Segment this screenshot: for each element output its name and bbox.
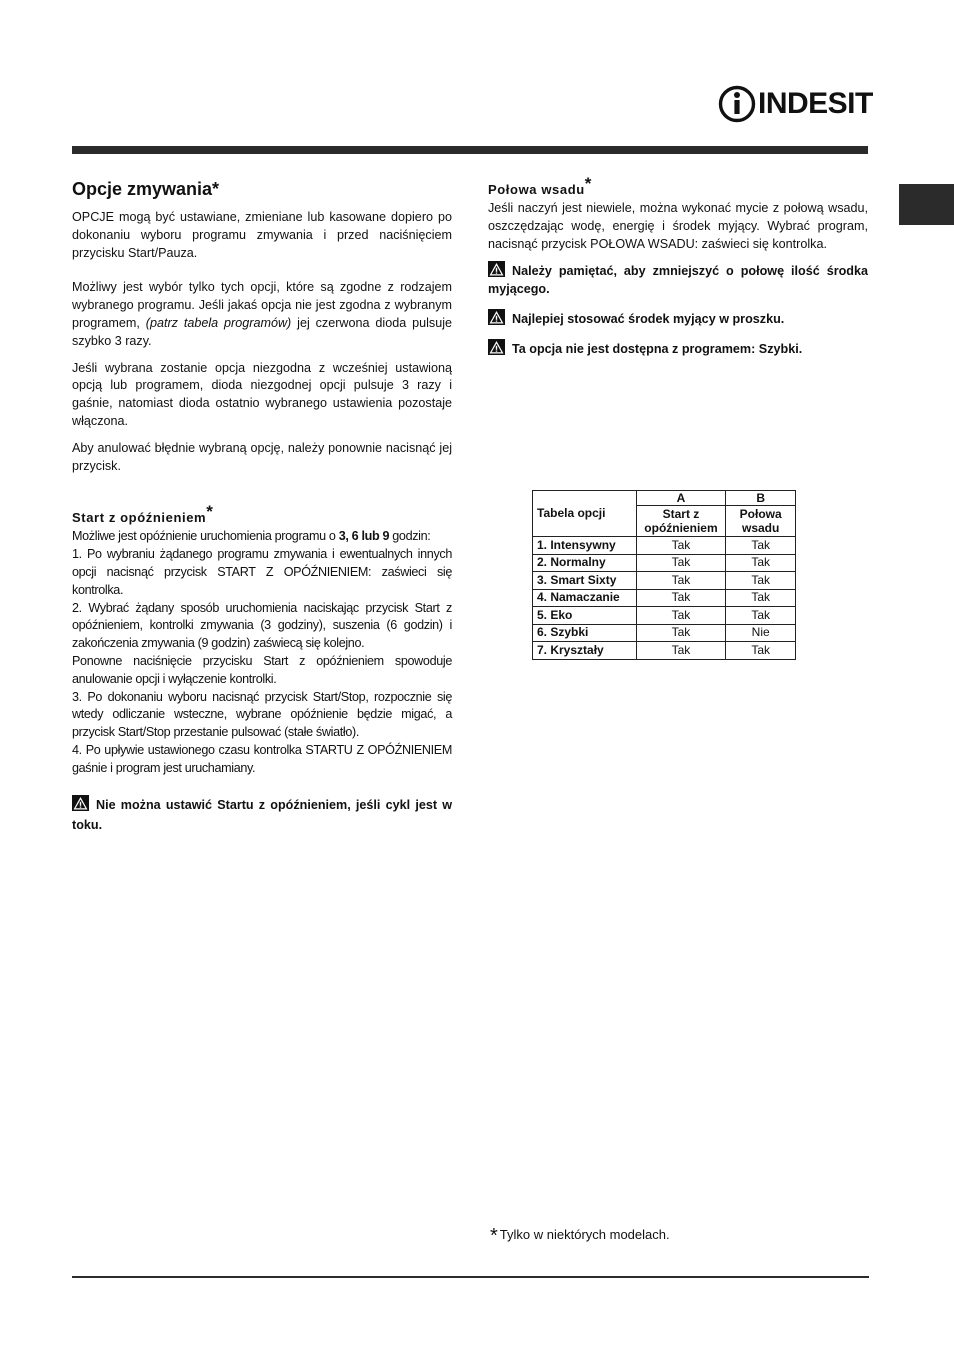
program-name: 5. Eko xyxy=(533,607,637,625)
column-name-half-load: Połowa wsadu xyxy=(726,506,796,537)
table-row xyxy=(533,642,796,660)
warning-triangle-icon xyxy=(72,795,89,811)
delay-heading-text: Start z opóźnieniem xyxy=(72,510,207,526)
program-name: 6. Szybki xyxy=(533,624,637,642)
intro-paragraph-3: Jeśli wybrana zostanie opcja niezgodna z wcześniej ustawioną opcją lub programem, dioda niezgodnej opcji pulsuje 3 razy i gaśnie, natomiast dioda ostatnio wybranego ustawienia pozostaje włączona. xyxy=(72,360,452,428)
program-name: 3. Smart Sixty xyxy=(533,572,637,590)
column-letter-a: A xyxy=(636,491,726,506)
intro-paragraph-4: Aby anulować błędnie wybraną opcję, należy ponownie nacisnąć jej przycisk. xyxy=(72,440,452,473)
footnote-asterisk: * xyxy=(490,1225,498,1247)
intro-paragraph-2-end: jej czerwona dioda pulsuje szybko 3 razy. xyxy=(72,315,453,348)
program-name: 1. Intensywny xyxy=(533,537,637,555)
page-title: Opcje zmywania* xyxy=(72,179,220,199)
delay-value: Tak xyxy=(636,642,726,660)
column-letter-b: B xyxy=(726,491,796,506)
table-row xyxy=(533,589,796,607)
warning-triangle-icon xyxy=(488,309,505,325)
intro-paragraph-1: OPCJE mogą być ustawiane, zmieniane lub kasowane dopiero po dokonaniu wyboru programu zmywania i przed naciśnięciem przycisku Start/Pauza. xyxy=(72,210,452,260)
delay-cancel-note: Ponowne naciśnięcie przycisku Start z opóźnieniem spowoduje anulowanie opcji i wyłączenie kontrolki. xyxy=(72,653,452,686)
top-rule xyxy=(72,146,868,154)
delay-warning xyxy=(72,795,452,835)
footnote xyxy=(490,1222,670,1245)
half-load-heading-text: Połowa wsadu xyxy=(488,182,585,197)
table-row xyxy=(533,537,796,555)
table-label: Tabela opcji xyxy=(533,491,637,537)
table-row xyxy=(533,607,796,625)
language-tab-marker xyxy=(899,184,954,225)
delay-value: Tak xyxy=(636,572,726,590)
half-load-value: Tak xyxy=(726,607,796,625)
bottom-rule xyxy=(72,1276,869,1278)
intro-paragraph-2 xyxy=(72,279,452,350)
half-load-text: Jeśli naczyń jest niewiele, można wykonać mycie z połową wsadu, oszczędzając wodę, energię i środek myjący. Wybrać program, nacisnąć przycisk POŁOWA WSADU: zaświeci się kontrolka. xyxy=(488,201,868,251)
half-load-value: Nie xyxy=(726,624,796,642)
delay-warning-text: Nie można ustawić Startu z opóźnieniem, jeśli cykl jest w toku. xyxy=(72,797,452,832)
delay-value: Tak xyxy=(636,607,726,625)
delay-step-4: 4. Po upływie ustawionego czasu kontrolka STARTU Z OPÓŹNIENIEM gaśnie i program jest uruchamiany. xyxy=(72,742,452,775)
delay-hours: 3, 6 lub 9 xyxy=(338,529,390,544)
indesit-i-circle-icon xyxy=(718,84,756,124)
half-load-value: Tak xyxy=(726,554,796,572)
half-load-value: Tak xyxy=(726,572,796,590)
brand-logo xyxy=(718,84,873,124)
table-row xyxy=(533,572,796,590)
footnote-text: Tylko w niektórych modelach. xyxy=(499,1227,670,1242)
half-load-value: Tak xyxy=(726,642,796,660)
program-name: 7. Kryształy xyxy=(533,642,637,660)
options-table xyxy=(532,490,796,660)
half-load-warning-2 xyxy=(488,309,868,329)
half-load-heading-asterisk: * xyxy=(584,174,592,193)
delay-step-3: 3. Po dokonaniu wyboru nacisnąć przycisk Start/Stop, rozpocznie się wtedy odliczanie wsteczne, wybrane opóźnienie będzie migać, a przycisk Start/Stop przestanie pulsować (stałe światło). xyxy=(72,689,452,740)
delay-value: Tak xyxy=(636,537,726,555)
delay-heading xyxy=(72,502,452,526)
delay-lead-text: Możliwe jest opóźnienie uruchomienia programu o xyxy=(72,529,339,544)
half-load-warning-3-text: Ta opcja nie jest dostępna z programem: Szybki. xyxy=(512,341,803,356)
half-load-warning-1 xyxy=(488,261,868,299)
delay-value: Tak xyxy=(636,554,726,572)
warning-triangle-icon xyxy=(488,261,505,277)
right-column xyxy=(488,174,868,359)
brand-wordmark: INDESIT xyxy=(758,87,873,120)
program-table-reference: (patrz tabela programów) xyxy=(145,315,292,330)
delay-value: Tak xyxy=(636,589,726,607)
table-row xyxy=(533,624,796,642)
delay-step-2: 2. Wybrać żądany sposób uruchomienia naciskając przycisk Start z opóźnieniem, kontrolki zmywania (3 godziny), suszenia (6 godzin) i zakończenia zmywania (9 godzin) zaświecą się kolejno. xyxy=(72,600,452,651)
delay-step-1: 1. Po wybraniu żądanego programu zmywania i ewentualnych innych opcji nacisnąć przycisk START Z OPÓŹNIENIEM: zaświeci się kontrolka. xyxy=(72,547,452,597)
delay-lead-end: godzin: xyxy=(389,529,431,544)
left-column xyxy=(72,178,452,835)
delay-heading-asterisk: * xyxy=(206,502,213,522)
half-load-warning-2-text: Najlepiej stosować środek myjący w proszku. xyxy=(512,311,785,326)
table-header-row-letters xyxy=(533,491,796,506)
half-load-warning-3 xyxy=(488,339,868,359)
delay-lead xyxy=(72,528,452,546)
column-name-delay: Start z opóźnieniem xyxy=(636,506,726,537)
half-load-heading xyxy=(488,174,868,198)
delay-value: Tak xyxy=(636,624,726,642)
intro-paragraph-2-text: Możliwy jest wybór tylko tych opcji, które są zgodne z rodzajem wybranego programu. Jeśli jakaś opcja nie jest zgodna z wybranym programem, xyxy=(72,280,452,330)
program-name: 4. Namaczanie xyxy=(533,589,637,607)
half-load-warning-1-text: Należy pamiętać, aby zmniejszyć o połowę ilość środka myjącego. xyxy=(488,264,868,297)
half-load-value: Tak xyxy=(726,537,796,555)
program-name: 2. Normalny xyxy=(533,554,637,572)
table-row xyxy=(533,554,796,572)
warning-triangle-icon xyxy=(488,339,505,355)
half-load-value: Tak xyxy=(726,589,796,607)
